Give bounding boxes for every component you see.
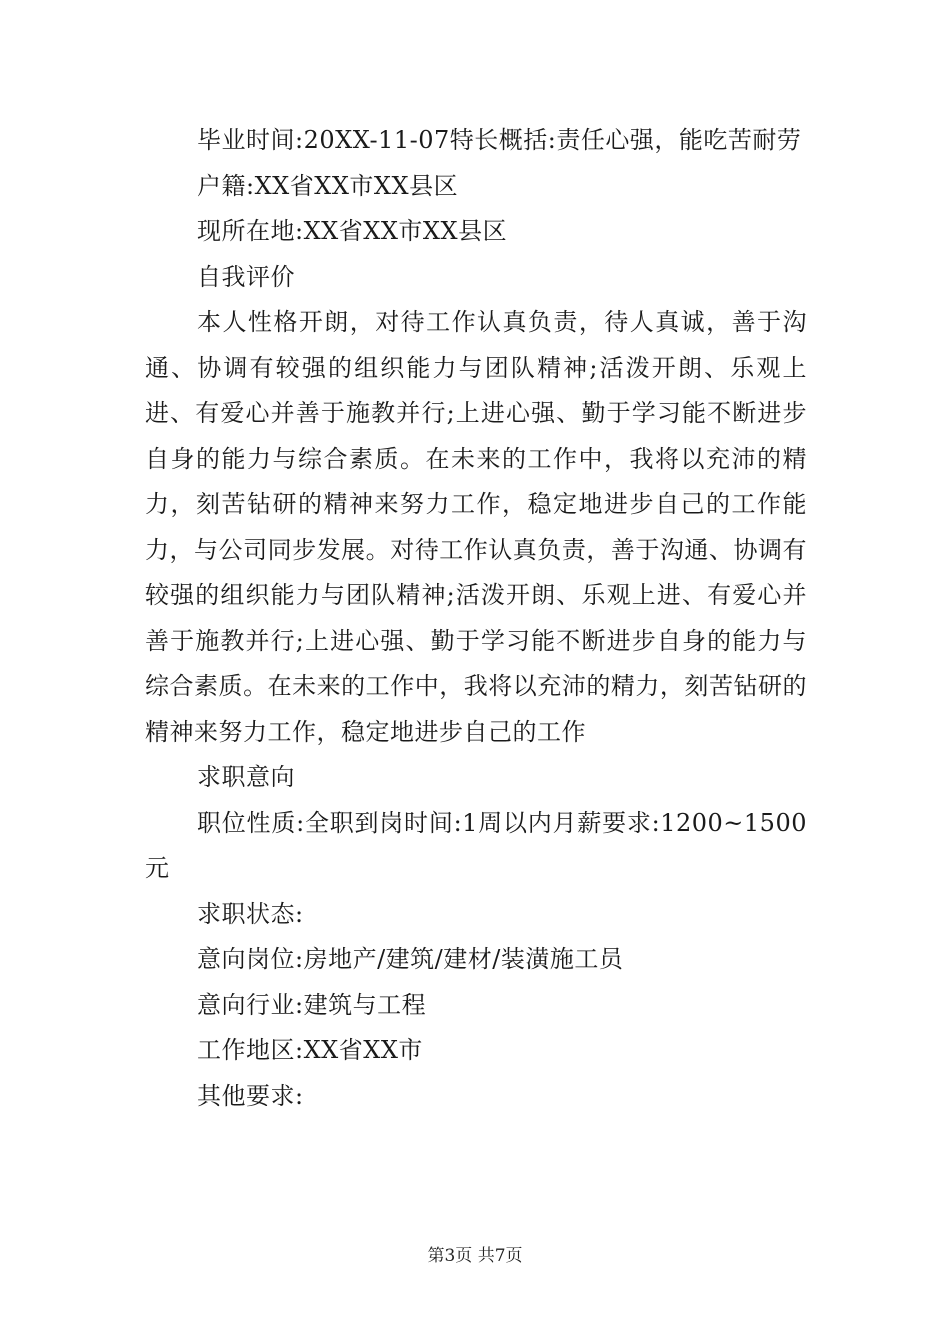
- self-evaluation-heading: 自我评价: [197, 262, 295, 291]
- page-number-footer: 第3页 共7页: [427, 1246, 523, 1266]
- document-body: [145, 118, 807, 1119]
- graduation-info-paragraph: 毕业时间:20XX-11-07特长概括:责任心强，能吃苦耐劳: [197, 126, 802, 154]
- job-status-paragraph: 求职状态:: [197, 899, 304, 928]
- desired-position-paragraph: 意向岗位:房地产/建筑/建材/装潢施工员: [197, 945, 624, 973]
- self-evaluation-paragraph: 本人性格开朗，对待工作认真负责，待人真诚，善于沟通、协调有较强的组织能力与团队精神;活泼开朗、乐观上进、有爱心并善于施教并行;上进心强、勤于学习能不断进步自身的能力与综合素质。在未来的工作中，我将以充沛的精力，刻苦钻研的精神来努力工作，稳定地进步自己的工作能力，与公司同步发展。对待工作认真负责，善于沟通、协调有较强的组织能力与团队精神;活泼开朗、乐观上进、有爱心并善于施教并行;上进心强、勤于学习能不断进步自身的能力与综合素质。在未来的工作中，我将以充沛的精力，刻苦钻研的精神来努力工作，稳定地进步自己的工作: [145, 308, 807, 746]
- job-intention-heading: 求职意向: [197, 763, 295, 791]
- household-registration-paragraph: 户籍:XX省XX市XX县区: [197, 171, 459, 200]
- current-location-paragraph: 现所在地:XX省XX市XX县区: [197, 217, 508, 245]
- job-nature-paragraph: 职位性质:全职到岗时间:1周以内月薪要求:1200~1500元: [145, 808, 807, 882]
- work-area-paragraph: 工作地区:XX省XX市: [197, 1036, 423, 1064]
- desired-industry-paragraph: 意向行业:建筑与工程: [197, 990, 427, 1019]
- other-requirements-paragraph: 其他要求:: [197, 1081, 304, 1110]
